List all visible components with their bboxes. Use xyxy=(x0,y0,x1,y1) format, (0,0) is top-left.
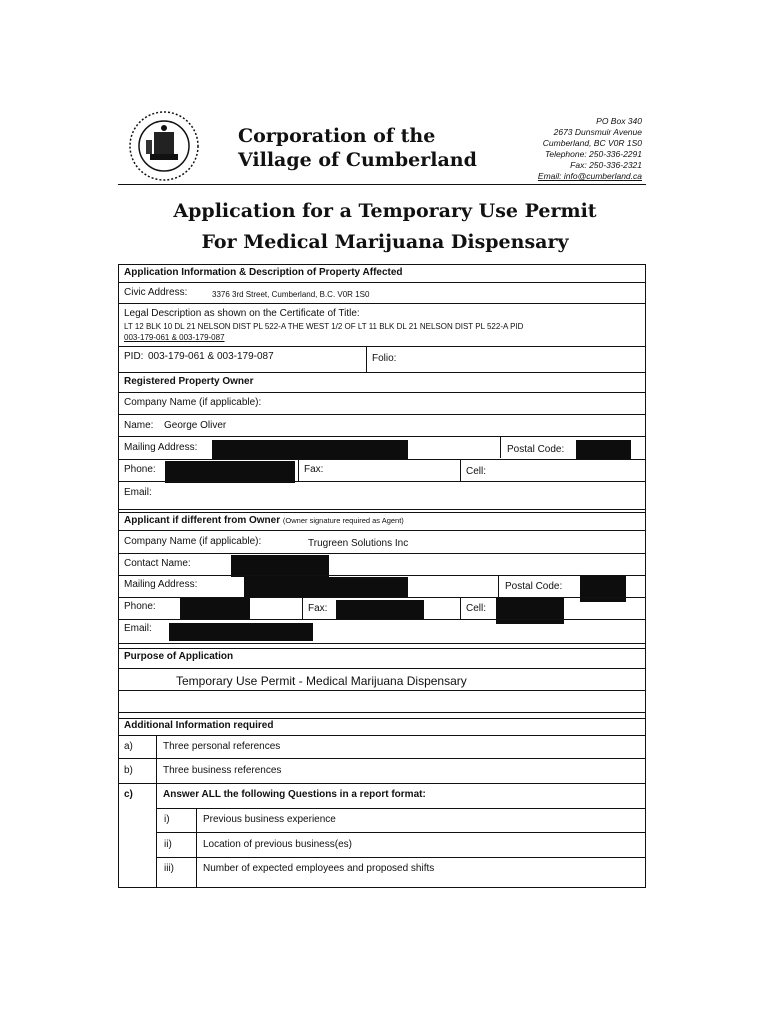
redacted-applicant-fax xyxy=(336,600,424,620)
org-address-block xyxy=(538,116,642,182)
item-text: Three business references xyxy=(163,765,282,776)
address-line: 2673 Dunsmuir Avenue xyxy=(553,127,642,137)
applicant-phone-label: Phone: xyxy=(124,601,156,612)
redacted-owner-mailing xyxy=(212,440,408,460)
applicant-postal-label: Postal Code: xyxy=(505,581,563,592)
redacted-applicant-phone xyxy=(180,598,250,619)
applicant-heading-text: Applicant if different from Owner xyxy=(124,515,281,526)
redacted-applicant-mailing xyxy=(244,577,408,598)
applicant-mailing-label: Mailing Address: xyxy=(124,579,198,590)
legal-description-value[interactable]: LT 12 BLK 10 DL 21 NELSON DIST PL 522-A THE WEST 1/2 OF LT 11 BLK DL 21 NELSON DIST PL 522-A PID xyxy=(124,322,524,331)
owner-postal-label: Postal Code: xyxy=(507,444,565,455)
redacted-applicant-cell xyxy=(496,598,564,624)
org-name-line1: Corporation of the xyxy=(238,125,436,147)
form-title-line2: For Medical Marijuana Dispensary xyxy=(201,231,569,253)
subitem-num: iii) xyxy=(164,863,174,874)
section-heading-owner: Registered Property Owner xyxy=(124,376,254,387)
village-seal-logo xyxy=(128,110,200,182)
owner-fax-label: Fax: xyxy=(304,464,324,475)
section-heading-purpose: Purpose of Application xyxy=(124,651,234,662)
civic-address-value[interactable]: 3376 3rd Street, Cumberland, B.C. V0R 1S0 xyxy=(212,290,370,299)
redacted-owner-phone xyxy=(165,461,295,483)
owner-email-label: Email: xyxy=(124,487,152,498)
owner-name-label: Name: xyxy=(124,420,154,431)
owner-cell-label: Cell: xyxy=(466,466,487,477)
redacted-applicant-contact xyxy=(231,555,329,577)
section-heading-property: Application Information & Description of Property Affected xyxy=(124,267,403,278)
subitem-text: Number of expected employees and proposed shifts xyxy=(203,863,435,874)
item-letter: b) xyxy=(124,765,133,776)
item-text: Answer ALL the following Questions in a report format: xyxy=(163,789,426,800)
applicant-contact-label: Contact Name: xyxy=(124,558,191,569)
address-line: Cumberland, BC V0R 1S0 xyxy=(542,138,642,148)
subitem-text: Location of previous business(es) xyxy=(203,839,352,850)
section-heading-applicant xyxy=(124,515,404,526)
subitem-text: Previous business experience xyxy=(203,814,336,825)
purpose-value[interactable]: Temporary Use Permit - Medical Marijuana Dispensary xyxy=(176,674,467,688)
item-letter: a) xyxy=(124,741,133,752)
item-letter: c) xyxy=(124,789,133,800)
applicant-company-label: Company Name (if applicable): xyxy=(124,536,262,547)
civic-address-label: Civic Address: xyxy=(124,287,188,298)
address-line: PO Box 340 xyxy=(596,116,642,126)
subitem-num: i) xyxy=(164,814,170,825)
org-name-line2: Village of Cumberland xyxy=(238,149,477,171)
form-title-line1: Application for a Temporary Use Permit xyxy=(173,200,597,222)
address-line: Fax: 250-336-2321 xyxy=(570,160,642,170)
applicant-company-value[interactable]: Trugreen Solutions Inc xyxy=(308,538,409,549)
owner-phone-label: Phone: xyxy=(124,464,156,475)
item-text: Three personal references xyxy=(163,741,281,752)
owner-name-value[interactable]: George Oliver xyxy=(164,420,227,431)
section-heading-additional: Additional Information required xyxy=(124,720,274,731)
applicant-cell-label: Cell: xyxy=(466,603,487,614)
folio-label: Folio: xyxy=(372,353,397,364)
address-line: Email: info@cumberland.ca xyxy=(537,171,642,181)
applicant-email-label: Email: xyxy=(124,623,152,634)
legal-description-label: Legal Description as shown on the Certificate of Title: xyxy=(124,308,360,319)
redacted-owner-postal xyxy=(576,440,631,460)
pid-value[interactable]: 003-179-061 & 003-179-087 xyxy=(148,351,274,362)
legal-description-value-2[interactable]: 003-179-061 & 003-179-087 xyxy=(124,333,225,342)
header-rule xyxy=(118,184,646,185)
redacted-applicant-email xyxy=(169,623,313,641)
owner-company-label: Company Name (if applicable): xyxy=(124,397,262,408)
address-line: Telephone: 250-336-2291 xyxy=(544,149,642,159)
pid-label: PID: xyxy=(124,351,144,362)
applicant-fax-label: Fax: xyxy=(308,603,328,614)
applicant-heading-note: (Owner signature required as Agent) xyxy=(282,516,404,525)
owner-mailing-label: Mailing Address: xyxy=(124,442,198,453)
subitem-num: ii) xyxy=(164,839,172,850)
